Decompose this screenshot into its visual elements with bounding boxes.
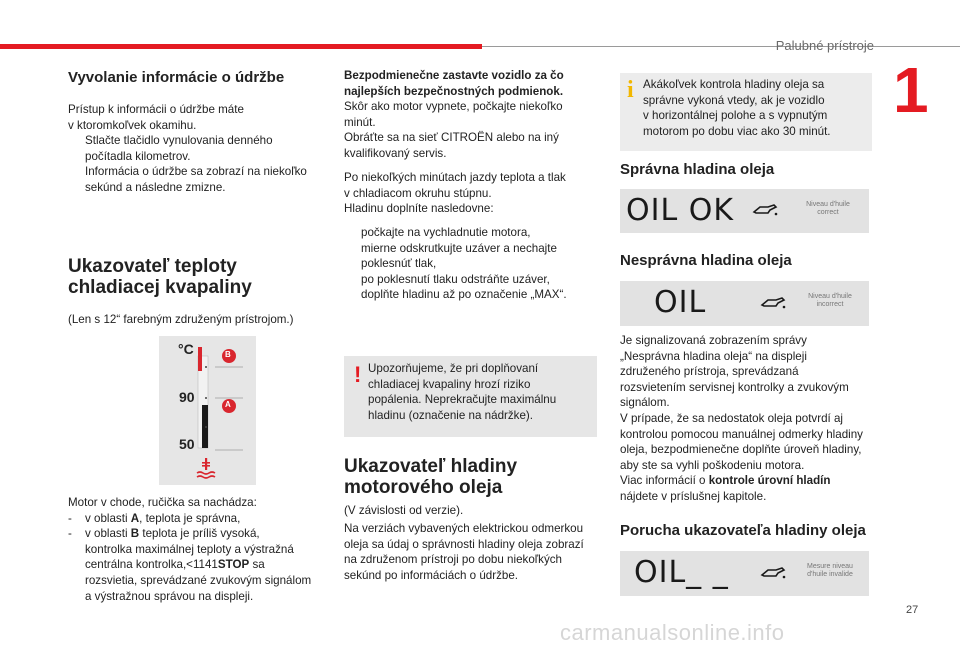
oil-bad-heading: Nesprávna hladina oleja (620, 252, 792, 269)
oil-bad-text: Je signalizovaná zobrazením správy „Nesprávna hladina oleja“ na displeji združeného prístroja, sprevádzaná rozsvietením servisnej kontrolky a zvukovým signálom. V prípade, že sa nedostatok oleja potvrdí aj kontrolou pomocou manuálnej odmerky hladiny oleja, bezpodmienečne doplňte úroveň hladiny, aby ste sa vyhli poškodeniu motora. Viac informácií o kontrole úrovní hladín nájdete v príslušnej kapitole. (620, 334, 863, 503)
oil-version-note: (V závislosti od verzie). (344, 504, 464, 517)
oil-level-heading: Ukazovateľ hladiny motorového oleja (344, 456, 518, 498)
info-text: Akákoľvek kontrola hladiny oleja sa správne vykoná vtedy, ak je vozidlo v horizontálnej polohe a s vypnutým motorom po dobu viac ako 30 minút. (643, 78, 831, 138)
oil-fault-display (620, 551, 869, 596)
section-title: Palubné prístroje (775, 38, 874, 53)
oil-ok-readout: OIL OK (626, 193, 734, 228)
page-number: 27 (906, 604, 919, 616)
coolant-gauge-graphic (159, 336, 256, 485)
oil-fault-readout: OIL_ _ (634, 555, 729, 590)
maintenance-heading: Vyvolanie informácie o údržbe (68, 69, 285, 86)
warning-icon: ! (354, 362, 362, 387)
gauge-label-b: B (225, 350, 231, 359)
warning-text: Upozorňujeme, že pri doplňovaní chladiacej kvapaliny hrozí riziko popálenia. Neprekračujte maximálnu hladinu (označenie na nádržke). (368, 362, 557, 422)
oil-can-icon (760, 566, 786, 580)
coolant-gauge-image (159, 336, 256, 485)
coolant-note: (Len s 12“ farebným združeným prístrojom.) (68, 313, 294, 326)
oil-bad-label: Niveau d'huile incorrect (808, 293, 852, 308)
watermark: carmanualsonline.info (560, 620, 785, 645)
oil-ok-display (620, 189, 869, 233)
gauge-unit: °C (178, 341, 194, 357)
oil-fault-heading: Porucha ukazovateľa hladiny oleja (620, 522, 866, 539)
refill-steps: počkajte na vychladnutie motora, mierne odskrutkujte uzáver a nechajte poklesnúť tlak, po poklesnutí tlaku odstráňte uzáver, doplňte hladinu až po označenie „MAX“. (361, 226, 567, 302)
gauge-90: 90 (179, 389, 195, 405)
gauge-needle-level (202, 405, 208, 448)
oil-ok-label: Niveau d'huile correct (806, 201, 850, 216)
header-red-bar (0, 44, 482, 49)
refill-intro: Po niekoľkých minútach jazdy teplota a tlak v chladiacom okruhu stúpnu. Hladinu doplníte nasledovne: (344, 171, 566, 216)
oil-fault-label: Mesure niveau d'huile invalide (807, 563, 853, 578)
oil-bad-display (620, 281, 869, 326)
coolant-heading: Ukazovateľ teploty chladiacej kvapaliny (68, 256, 252, 298)
gauge-label-a: A (225, 400, 231, 409)
gauge-50: 50 (179, 436, 195, 452)
engine-running-text: Motor v chode, ručička sa nachádza: - v oblasti A, teplota je správna, - v oblasti B teplota je príliš vysoká, kontrolka maximálnej teploty a výstražná centrálna kontrolka,<1141STOP sa rozsvietia, sprevádzané zvukovým signálom a výstražnou správou na displeji. (68, 496, 312, 603)
chapter-number: 1 (893, 54, 929, 126)
maintenance-bullet: Stlačte tlačidlo vynulovania denného počítadla kilometrov. Informácia o údržbe sa zobrazí na niekoľko sekúnd a následne zmizne. (85, 134, 307, 194)
maintenance-text: Prístup k informácii o údržbe máte v ktoromkoľvek okamihu. Stlačte tlačidlo vynulovania denného počítadla kilometrov. Informácia o údržbe sa zobrazí na niekoľko sekúnd a následne zmizne. (68, 102, 330, 196)
coolant-instructions: Bezpodmienečne zastavte vozidlo za čo najlepších bezpečnostných podmienok. Skôr ako motor vypnete, počkajte niekoľko minút. Obráťte sa na sieť CITROËN alebo na iný kvalifikovaný servis. (344, 69, 564, 160)
header-grey-rule (482, 46, 960, 47)
oil-can-icon (760, 296, 786, 310)
oil-can-icon (752, 203, 778, 217)
oil-level-text: Na verziách vybavených elektrickou odmerkou oleja sa údaj o správnosti hladiny oleja zobrazí na združenom prístroji po dobu niekoľkých sekúnd po informáciách o údržbe. (344, 522, 584, 582)
oil-bad-readout: OIL (654, 285, 707, 320)
gauge-hot-zone (198, 347, 202, 371)
levels-check-link: kontrole úrovní hladín (708, 474, 831, 488)
info-icon: i (627, 77, 634, 103)
oil-ok-heading: Správna hladina oleja (620, 161, 775, 178)
